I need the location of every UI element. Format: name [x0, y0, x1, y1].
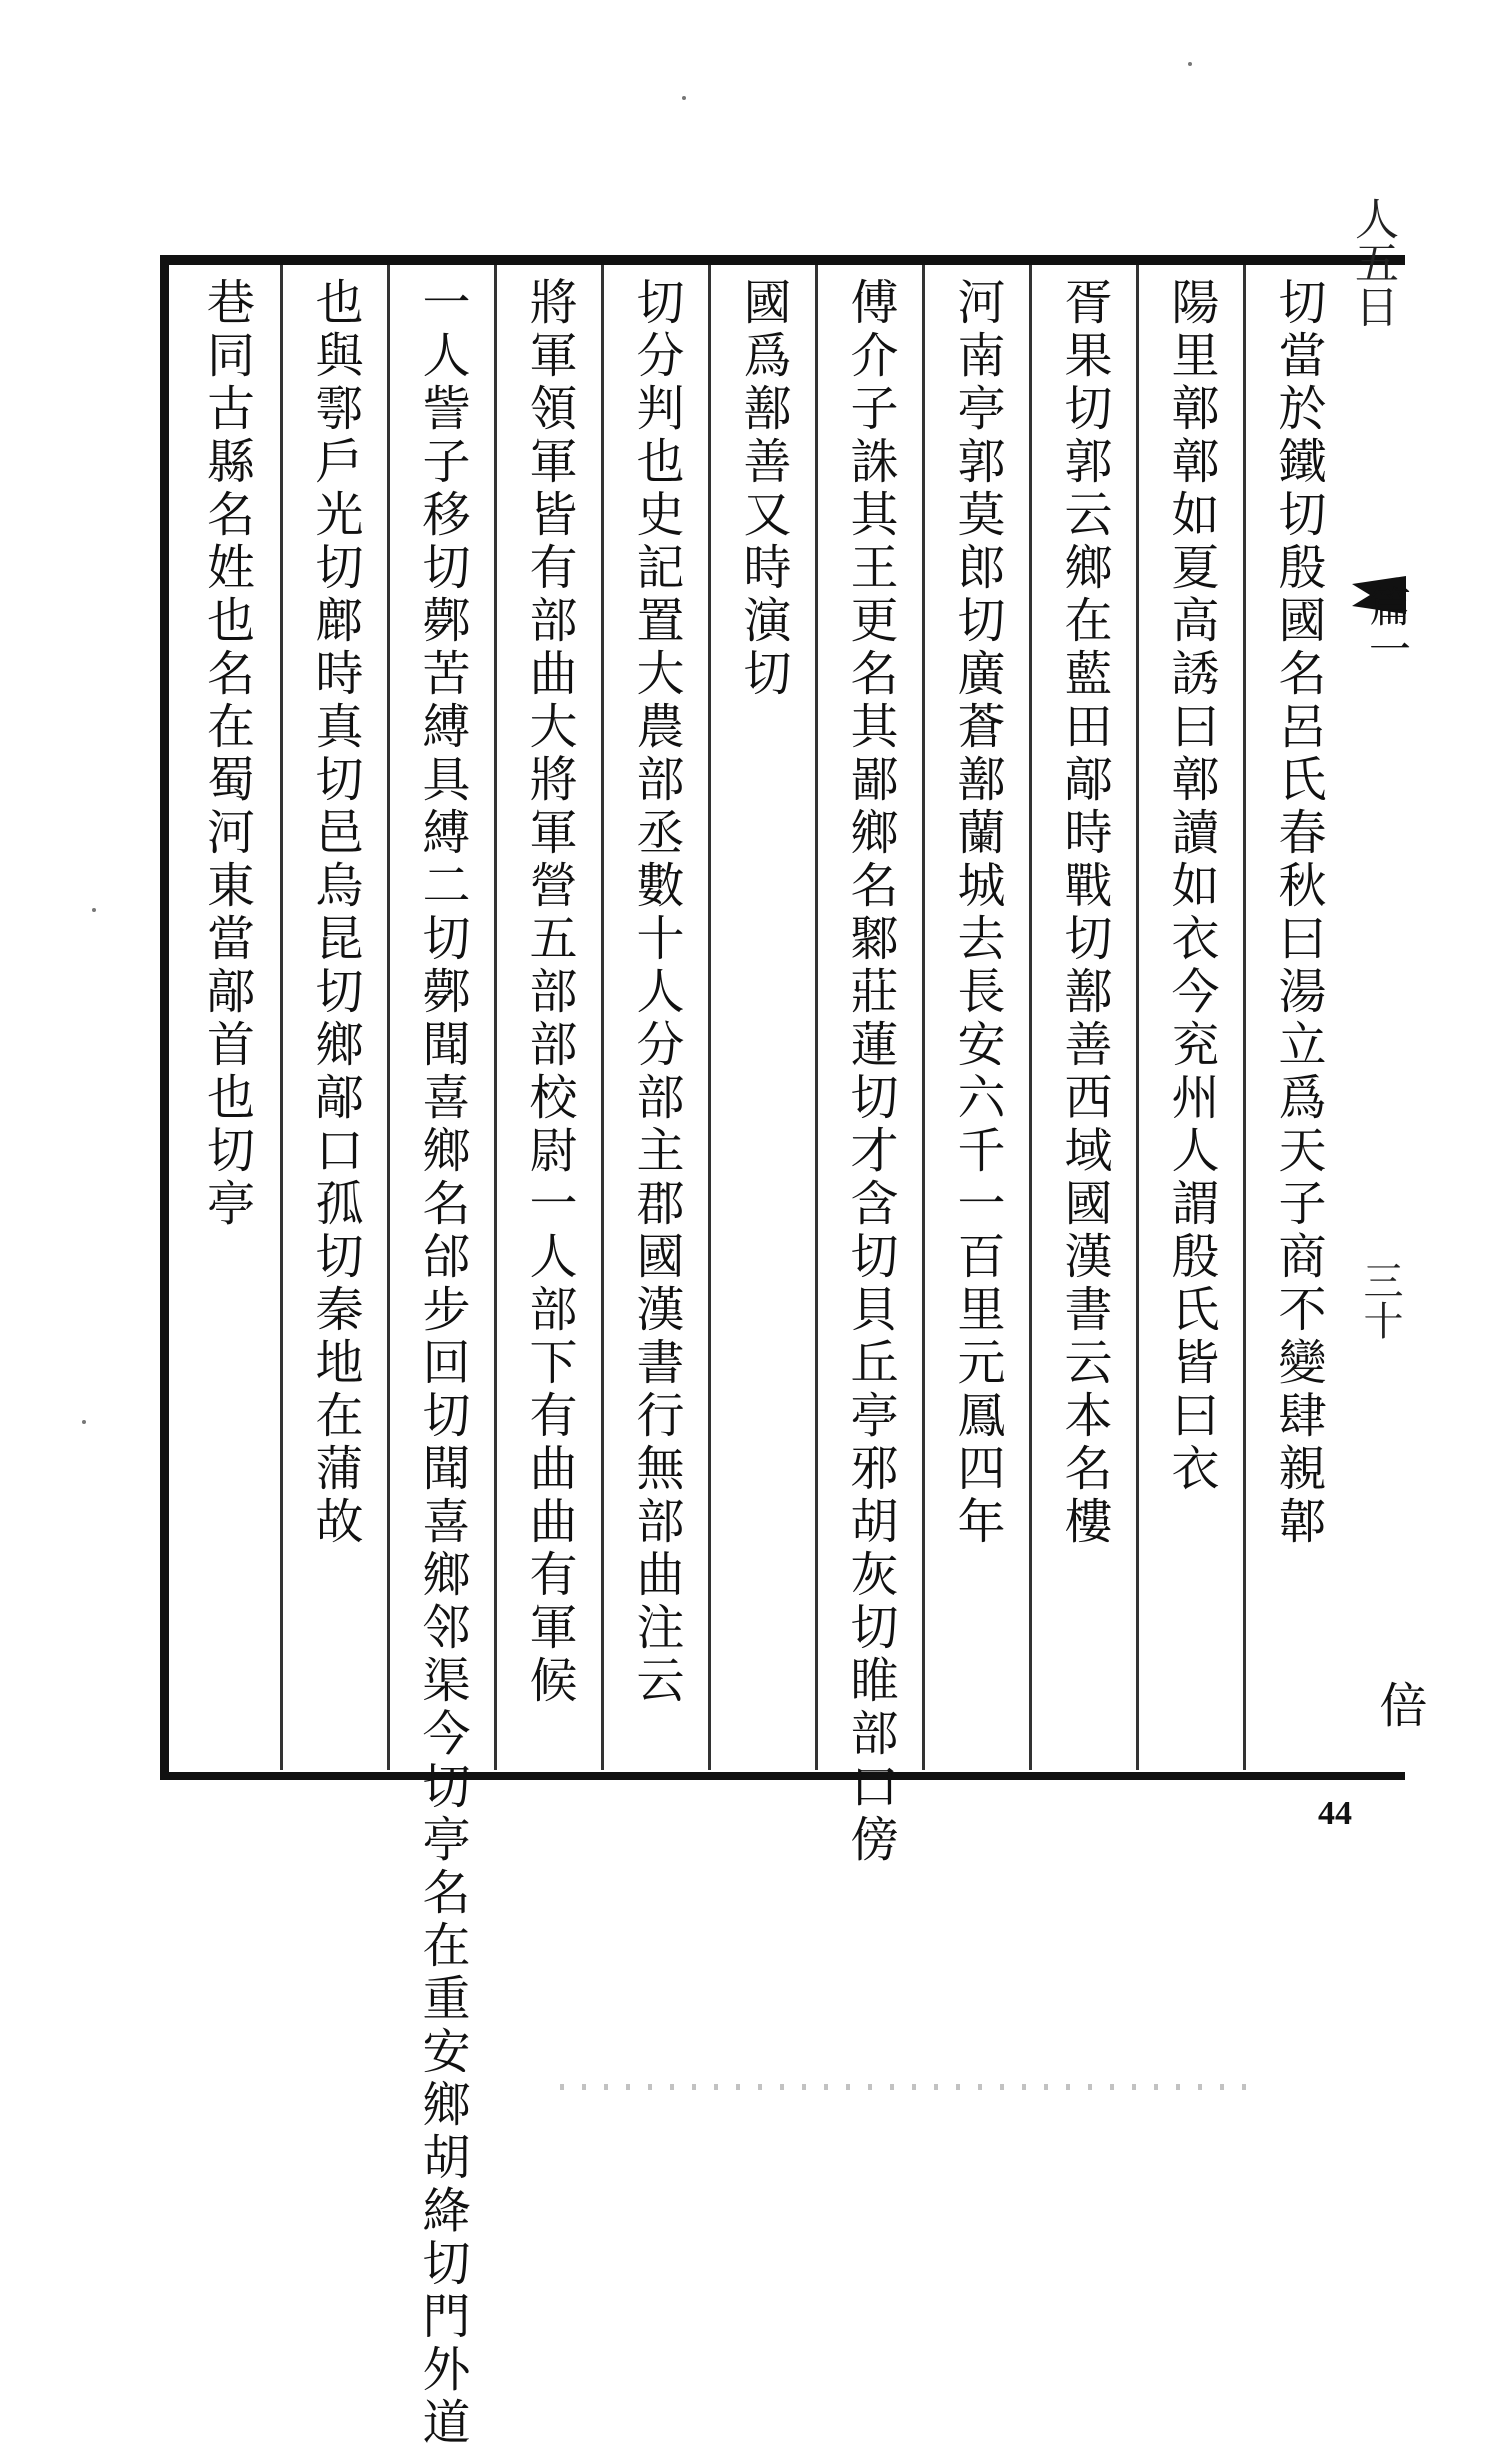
text-column-11: [173, 265, 280, 1770]
column-text: 一人訾子移切鄸苦縛具縛二切鄸聞喜鄉名邰步回切聞喜鄉邻渠今切亭名在重安鄉胡絳切門外道: [414, 277, 470, 2450]
column-text: 陽里鄣鄣如夏高誘曰鄣讀如衣今兖州人謂殷氏皆曰衣: [1163, 277, 1219, 1496]
column-text: 切當於鐵切殷國名呂氏春秋曰湯立爲天子商不變肆親郼: [1270, 277, 1326, 1549]
text-column-10: [280, 265, 387, 1770]
text-column-6: [708, 265, 815, 1770]
text-column-7: [601, 265, 708, 1770]
text-column-4: [922, 265, 1029, 1770]
paper-speck: [1188, 62, 1192, 66]
top-corner-header: 人五日: [1347, 196, 1398, 328]
column-text: 河南亭郭莫郎切廣蒼鄯蘭城去長安六千一百里元鳳四年: [949, 277, 1005, 1549]
column-text: 巷同古縣名姓也名在蜀河東當鄗首也切亭: [198, 277, 255, 1231]
text-column-5: [815, 265, 922, 1867]
text-column-8: [494, 265, 601, 1770]
page-number: 44: [1318, 1795, 1352, 1832]
column-text: 國爲鄯善又時演切: [735, 277, 791, 701]
column-text: 傅介子誅其王更名其鄙鄉名鄹莊蓮切才含切貝丘亭邪胡灰切睢部口傍: [842, 277, 898, 1867]
column-text: 胥果切郭云鄉在藍田鄗時戰切鄯善西域國漢書云本名樓: [1056, 277, 1112, 1549]
text-column-1: [1243, 265, 1350, 1770]
text-column-3: [1029, 265, 1136, 1770]
paper-speck: [92, 908, 96, 912]
bottom-scan-dots: [560, 2084, 1250, 2090]
text-column-2: [1136, 265, 1243, 1770]
paper-speck: [82, 1420, 86, 1424]
column-text: 將軍領軍皆有部曲大將軍營五部部校尉一人部下有曲曲有軍候: [521, 277, 577, 1708]
side-title: 篇一: [1363, 585, 1412, 669]
side-leaf-number: 三十: [1357, 1260, 1403, 1340]
column-text: 切分判也史記置大農部丞數十人分部主郡國漢書行無部曲注云: [628, 277, 684, 1708]
column-text: 也與鄠戶光切鄜時真切邑烏昆切鄉鄗口孤切秦地在蒲故: [307, 277, 363, 1549]
text-column-9: [387, 265, 494, 2450]
paper-speck: [682, 96, 686, 100]
right-edge-text: 倍: [1371, 1680, 1427, 1728]
